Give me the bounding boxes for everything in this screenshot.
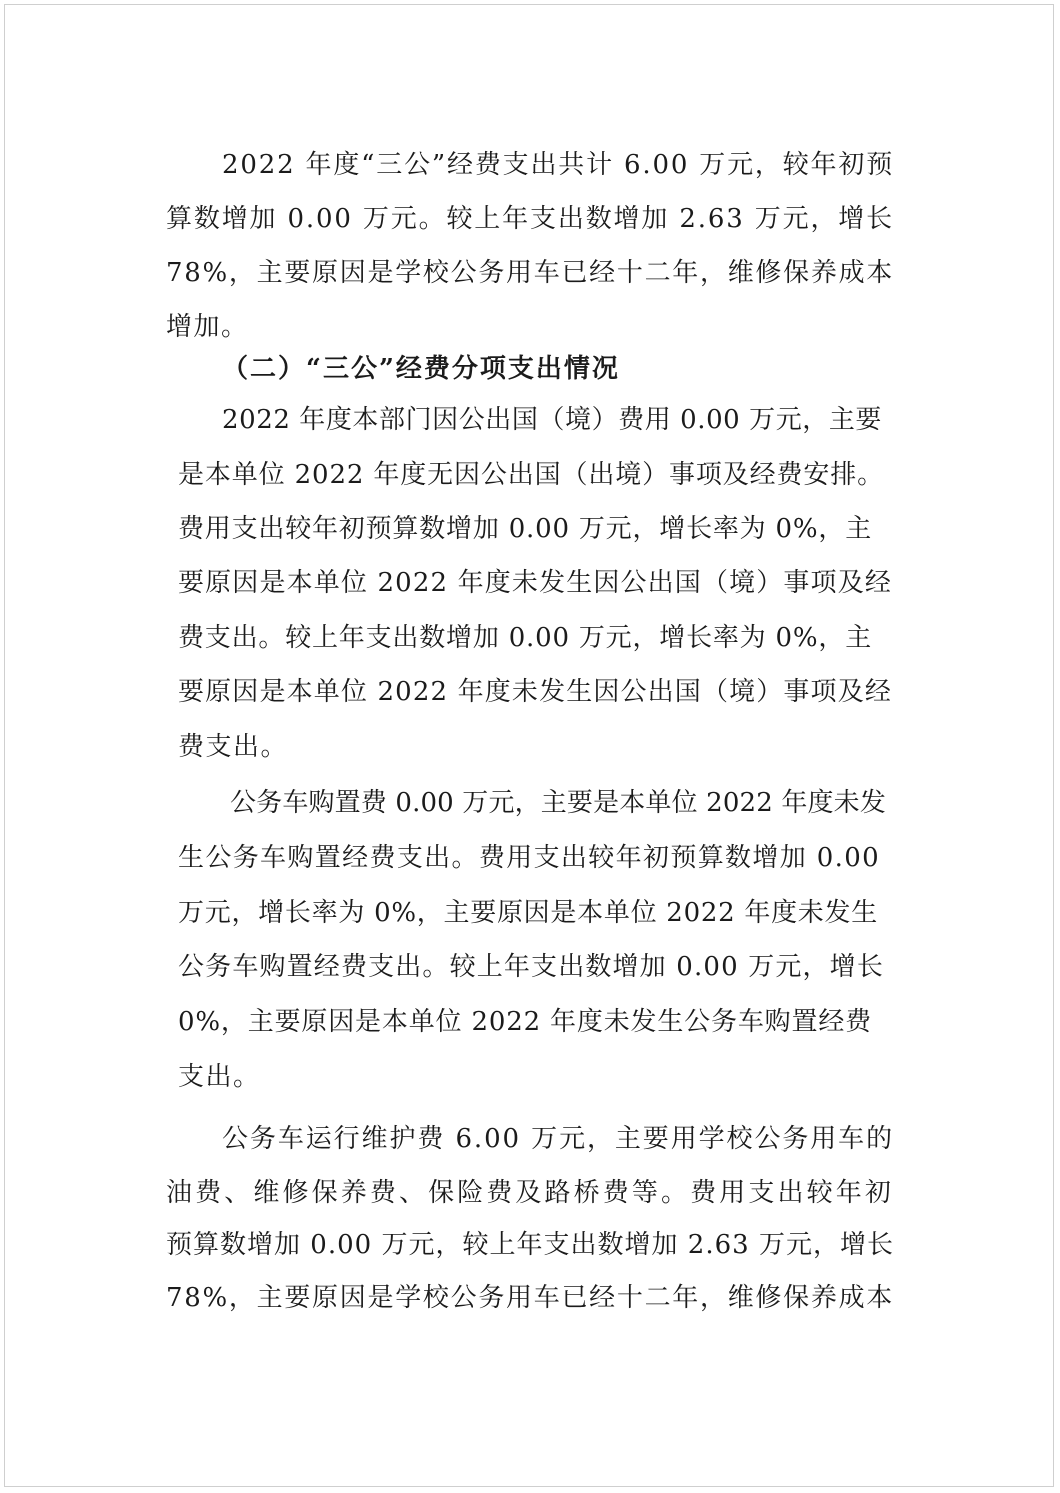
section-heading: （二）“三公”经费分项支出情况 (222, 354, 620, 384)
paragraph-2-line-1: 2022 年度本部门因公出国（境）费用 0.00 万元，主要 (222, 405, 882, 435)
paragraph-2-line-7: 费支出。 (178, 732, 289, 762)
paragraph-4-line-3: 预算数增加 0.00 万元，较上年支出数增加 2.63 万元，增长 (166, 1230, 895, 1260)
paragraph-1-line-4: 增加。 (166, 312, 249, 342)
paragraph-2-line-3: 费用支出较年初预算数增加 0.00 万元，增长率为 0%，主 (178, 514, 872, 544)
paragraph-2-line-6: 要原因是本单位 2022 年度未发生因公出国（境）事项及经 (178, 677, 892, 707)
paragraph-1-line-2: 算数增加 0.00 万元。较上年支出数增加 2.63 万元，增长 (166, 204, 895, 234)
paragraph-4-line-4: 78%，主要原因是学校公务用车已经十二年，维修保养成本 (166, 1283, 894, 1313)
paragraph-2-line-2: 是本单位 2022 年度无因公出国（出境）事项及经费安排。 (178, 460, 884, 490)
paragraph-4-line-2: 油费、维修保养费、保险费及路桥费等。费用支出较年初 (166, 1178, 894, 1208)
paragraph-1-line-1: 2022 年度“三公”经费支出共计 6.00 万元，较年初预 (222, 150, 895, 180)
paragraph-3-line-5: 0%，主要原因是本单位 2022 年度未发生公务车购置经费 (178, 1007, 872, 1037)
paragraph-3-line-6: 支出。 (178, 1062, 261, 1092)
paragraph-3-line-4: 公务车购置经费支出。较上年支出数增加 0.00 万元，增长 (178, 952, 885, 982)
paragraph-2-line-5: 费支出。较上年支出数增加 0.00 万元，增长率为 0%，主 (178, 623, 872, 653)
paragraph-1-line-3: 78%，主要原因是学校公务用车已经十二年，维修保养成本 (166, 258, 894, 288)
paragraph-3-line-2: 生公务车购置经费支出。费用支出较年初预算数增加 0.00 (178, 843, 881, 873)
paragraph-3-line-1: 公务车购置费 0.00 万元，主要是本单位 2022 年度未发 (230, 788, 886, 818)
paragraph-2-line-4: 要原因是本单位 2022 年度未发生因公出国（境）事项及经 (178, 568, 892, 598)
paragraph-4-line-1: 公务车运行维护费 6.00 万元，主要用学校公务用车的 (222, 1124, 894, 1154)
paragraph-3-line-3: 万元，增长率为 0%，主要原因是本单位 2022 年度未发生 (178, 898, 878, 928)
